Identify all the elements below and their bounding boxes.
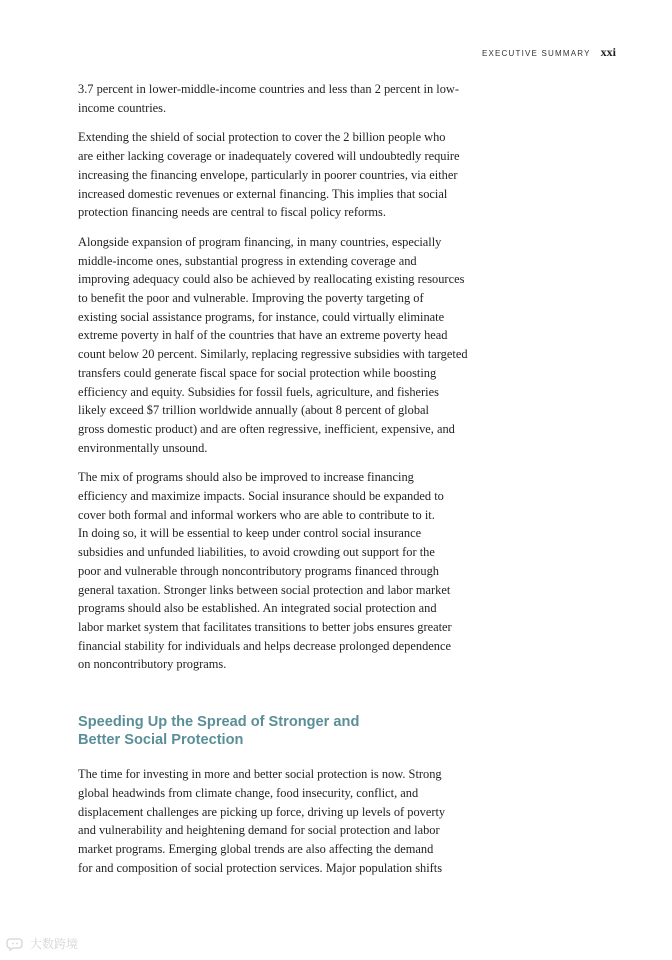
watermark bbox=[6, 935, 78, 952]
body-paragraph-3: Alongside expansion of program financing, in many countries, especially middle-income ones, substantial progress in extending coverage and improving adequacy could also be achieved by reallocating existing resources to benefit the poor and vulnerable. Improving the poverty targeting of existing social assistance programs, for instance, could virtually eliminate extreme poverty in half of the countries that have an extreme poverty head count below 20 percent. Similarly, replacing regressive subsidies with targeted transfers could generate fiscal space for social protection while boosting efficiency and equity. Subsidies for fossil fuels, agriculture, and fisheries likely exceed $7 trillion worldwide annually (about 8 percent of global gross domestic product) and are often regressive, inefficient, expensive, and environmentally unsound. bbox=[78, 234, 468, 455]
page-number: xxi bbox=[600, 45, 616, 59]
watermark-text: 大数跨境 bbox=[30, 937, 79, 951]
body-paragraph-4: The mix of programs should also be improved to increase financing efficiency and maximize impacts. Social insurance should be expanded to cover both formal and informal workers who are able to contribute to it. In doing so, it will be essential to keep under control social insurance subsidies and unfunded liabilities, to avoid crowding out support for the poor and vulnerable through noncontributory programs financed through general taxation. Stronger links between social protection and labor market programs should also be established. An integrated social protection and labor market system that facilitates transitions to better jobs ensures greater financial stability for individuals and helps decrease prolonged dependence on noncontributory programs. bbox=[78, 470, 452, 672]
body-text bbox=[78, 80, 498, 888]
section-heading: Speeding Up the Spread of Stronger and Better Social Protection bbox=[78, 714, 360, 749]
body-paragraph-2: Extending the shield of social protection to cover the 2 billion people who are either lacking coverage or inadequately covered will undoubtedly require increasing the financing envelope, particularly in poorer countries, via either increased domestic revenues or external financing. This implies that social protection financing needs are central to fiscal policy reforms. bbox=[78, 130, 460, 220]
body-paragraph-5: The time for investing in more and better social protection is now. Strong global headwinds from climate change, food insecurity, conflict, and displacement challenges are picking up force, driving up levels of poverty and vulnerability and heightening demand for social protection and labor market programs. Emerging global trends are also affecting the demand for and composition of social protection services. Major population shifts bbox=[78, 767, 446, 875]
body-paragraph-1: 3.7 percent in lower-middle-income countries and less than 2 percent in low- income countries. bbox=[78, 82, 459, 115]
running-header bbox=[482, 45, 616, 60]
chat-bubble-icon bbox=[6, 937, 26, 951]
running-head-section-label: EXECUTIVE SUMMARY bbox=[481, 49, 591, 58]
